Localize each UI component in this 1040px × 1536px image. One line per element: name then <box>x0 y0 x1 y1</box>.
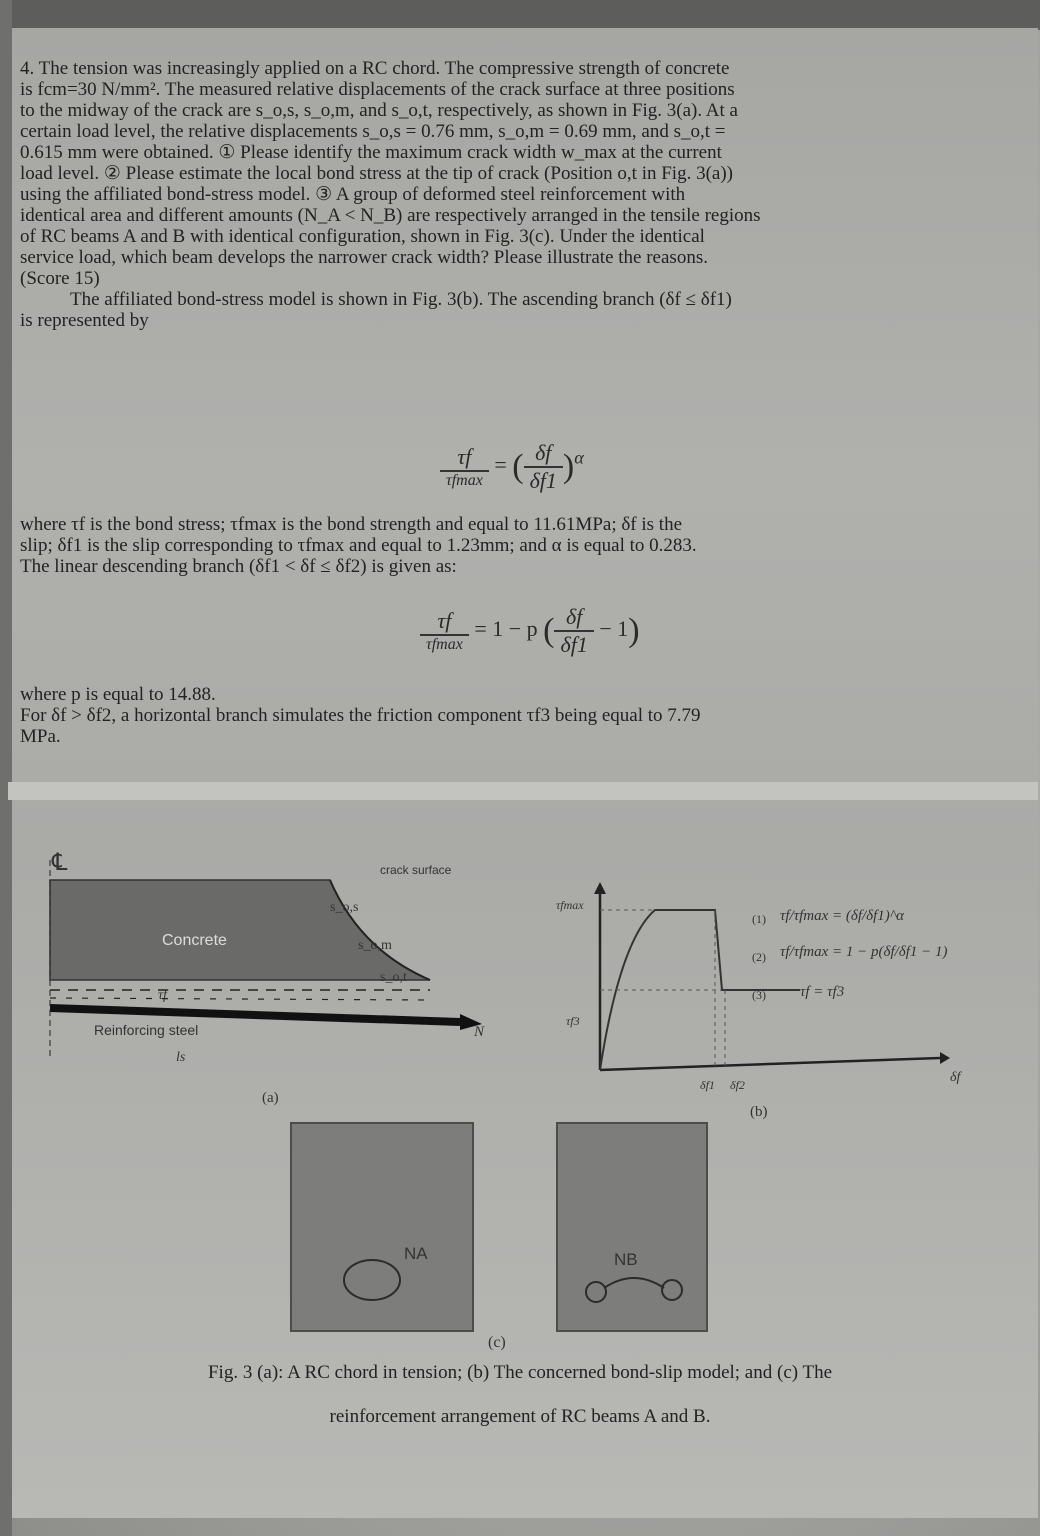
reinforcing-steel-label: Reinforcing steel <box>94 1022 199 1038</box>
delta-f-axis-label: δf <box>950 1070 961 1085</box>
force-n-label: N <box>474 1024 485 1040</box>
intro-line-2: is represented by <box>20 310 149 331</box>
problem-line: 4. The tension was increasingly applied on a RC chord. The compressive strength of concrete <box>20 58 730 79</box>
eq2-lhs-den: τfmax <box>426 636 463 653</box>
delta-f2-tick: δf2 <box>730 1078 745 1092</box>
legend-mark-2: (2) <box>752 950 766 964</box>
problem-line: to the midway of the crack are s_o,s, s_o,m, and s_o,t, respectively, as shown in Fig. 3(a). At a <box>20 100 738 121</box>
linear-line: The linear descending branch (δf1 < δf ≤ δf2) is given as: <box>20 556 457 577</box>
problem-line: of RC beams A and B with identical configuration, shown in Fig. 3(c). Under the identical <box>20 226 705 247</box>
figure-b-tag: (b) <box>750 1104 768 1120</box>
eq1-lhs-num: τf <box>440 444 489 472</box>
page-gap-strip <box>8 782 1038 800</box>
eq1-exponent: α <box>574 447 584 468</box>
problem-line: service load, which beam develops the narrower crack width? Please illustrate the reasons. <box>20 247 708 268</box>
tau-f3-label: τf3 <box>566 1014 580 1028</box>
figure-a-tag: (a) <box>262 1090 279 1106</box>
tau-max-label: τfmax <box>556 898 584 912</box>
problem-line: identical area and different amounts (N_A < N_B) are respectively arranged in the tensile regions <box>20 205 761 226</box>
beam-a-label: NA <box>404 1244 428 1263</box>
problem-line: 0.615 mm were obtained. ① Please identify the maximum crack width w_max at the current <box>20 142 722 163</box>
problem-line: using the affiliated bond-stress model. ③ A group of deformed steel reinforcement with <box>20 184 686 205</box>
s-ot-label: s_o,t <box>380 970 407 985</box>
figure-caption-line-1: Fig. 3 (a): A RC chord in tension; (b) The concerned bond-slip model; and (c) The <box>207 1362 833 1383</box>
intro-line: The affiliated bond-stress model is shown in Fig. 3(b). The ascending branch (δf ≤ δf1) <box>70 289 732 310</box>
tau-f-label: τf <box>158 988 167 1003</box>
eq1-rhs-den: δf1 <box>529 468 557 493</box>
legend-eq-3: τf = τf3 <box>800 984 845 1000</box>
problem-line: certain load level, the relative displacements s_o,s = 0.76 mm, s_o,m = 0.69 mm, and s_o,t = <box>20 121 726 142</box>
legend-eq-2: τf/τfmax = 1 − p(δf/δf1 − 1) <box>780 944 948 960</box>
problem-line: load level. ② Please estimate the local bond stress at the tip of crack (Position o,t in Fig. 3(a)) <box>20 163 734 184</box>
s-os-label: s_o,s <box>330 900 359 915</box>
eq2-tail: − 1 <box>599 616 629 642</box>
s-om-label: s_o,m <box>358 938 392 953</box>
top-shadow-edge <box>0 0 1040 30</box>
delta-f1-tick: δf1 <box>700 1078 715 1092</box>
eq2-mid: = 1 − p <box>474 616 538 642</box>
problem-paragraph <box>20 58 1020 331</box>
problem-line: (Score 15) <box>20 268 100 289</box>
legend-mark-1: (1) <box>752 912 766 926</box>
centerline-symbol: ℄ <box>52 850 68 876</box>
eq1-rhs-num: δf <box>524 440 563 468</box>
problem-line: is fcm=30 N/mm². The measured relative displacements of the crack surface at three positions <box>20 79 735 100</box>
legend-eq-1: τf/τfmax = (δf/δf1)^α <box>780 908 904 924</box>
concrete-label: Concrete <box>162 932 227 949</box>
beam-b-reinforcement <box>578 1270 688 1310</box>
figure-c-tag: (c) <box>488 1334 506 1351</box>
crack-surface-label: crack surface <box>380 863 452 877</box>
eq1-lhs-den: τfmax <box>446 472 483 489</box>
horizontal-line-1: For δf > δf2, a horizontal branch simulates the friction component τf3 being equal to 7.79 <box>20 705 701 726</box>
legend-mark-3: (3) <box>752 988 766 1002</box>
closing-paragraph <box>20 684 1020 747</box>
equation-descending: $\frac{\tau f}{\tau fmax}$ = 1 − p ( $\frac{\delta f}{\delta f1}$ − 1) <box>420 604 640 658</box>
where-line-1: where τf is the bond stress; τfmax is the bond strength and equal to 11.61MPa; δf is the <box>20 514 683 535</box>
figure-caption-line-2: reinforcement arrangement of RC beams A and B. <box>329 1406 711 1427</box>
where-line-3: where p is equal to 14.88. <box>20 684 216 705</box>
equation-ascending: $\frac{\tau f}{\tau fmax}$ = ( $\frac{\delta f}{\delta f1}$ )$^\alpha$ <box>440 440 584 494</box>
definition-paragraph <box>20 514 1020 577</box>
where-line-2: slip; δf1 is the slip corresponding to τfmax and equal to 1.23mm; and α is equal to 0.283. <box>20 535 697 556</box>
eq2-den: δf1 <box>560 632 588 657</box>
eq2-num: δf <box>554 604 593 632</box>
ls-label: ls <box>176 1050 186 1065</box>
left-shadow-edge <box>0 0 12 1536</box>
eq2-lhs-num: τf <box>420 608 469 636</box>
horizontal-line-2: MPa. <box>20 726 61 747</box>
beam-b-label: NB <box>614 1250 638 1269</box>
